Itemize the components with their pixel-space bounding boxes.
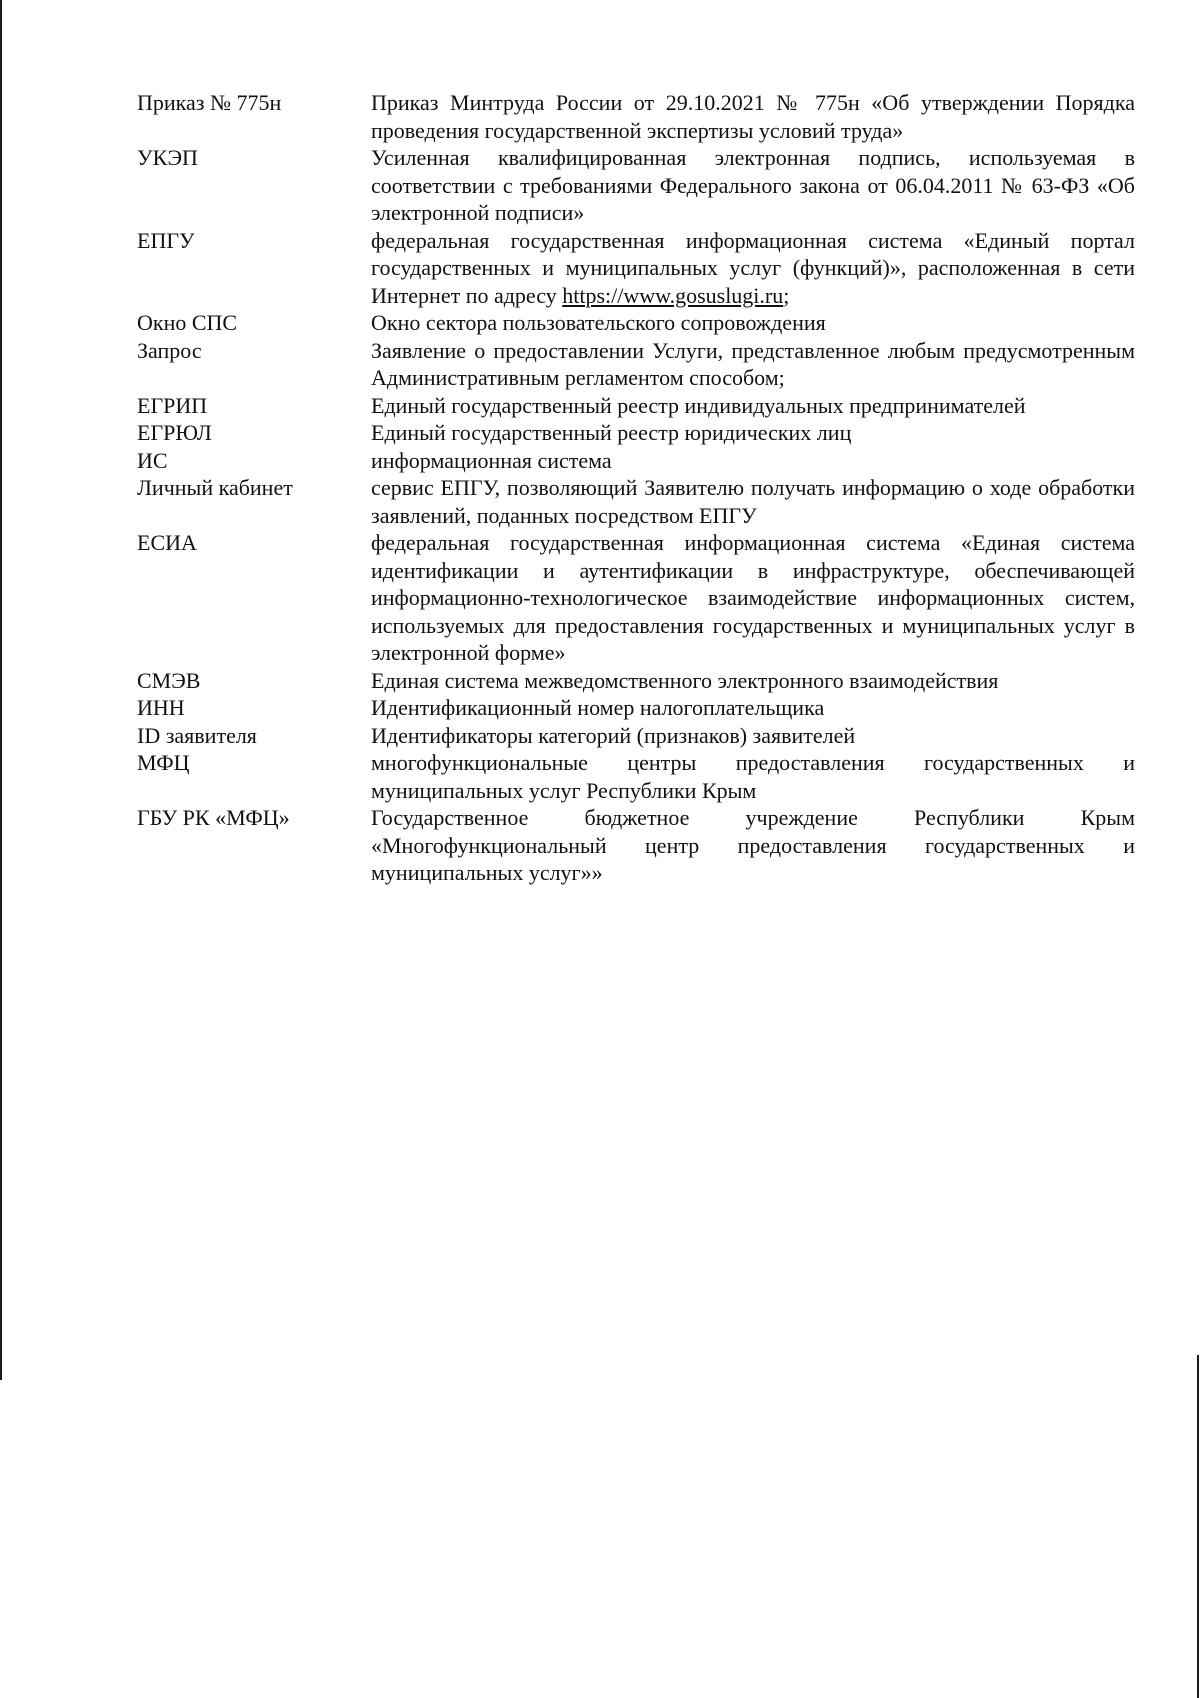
definition-term: ID заявителя: [137, 722, 257, 748]
definition-row: [137, 722, 1135, 750]
definition-row: [137, 529, 1135, 667]
definition-row: [137, 227, 1135, 310]
definition-text-suffix: ;: [783, 282, 790, 308]
scan-edge-left: [0, 0, 2, 1380]
definition-term: Личный кабинет: [137, 475, 293, 500]
definition-term: ЕГРЮЛ: [137, 420, 212, 445]
definition-text: многофункциональные центры предоставления государственных и муниципальных услуг Республики Крым: [371, 750, 1135, 803]
definition-text: Идентификационный номер налогоплательщика: [371, 695, 825, 720]
definition-text: Усиленная квалифицированная электронная подпись, используемая в соответствии с требованиями Федерального закона от 06.04.2011 № 63-ФЗ «Об электронной подписи»: [371, 145, 1135, 225]
definition-term: ИС: [137, 447, 168, 473]
definition-term: ИНН: [137, 695, 185, 720]
definition-row: [137, 392, 1135, 420]
definition-row: [137, 419, 1135, 447]
scan-edge-right: [1197, 1355, 1199, 1698]
definition-text: [371, 227, 1135, 310]
definition-term: ЕГРИП: [137, 392, 208, 418]
definition-text: Единый государственный реестр юридических лиц: [371, 420, 852, 445]
definition-row: [137, 694, 1135, 722]
definition-term: МФЦ: [137, 750, 190, 775]
definition-term: Окно СПС: [137, 310, 238, 335]
definition-row: [137, 667, 1135, 695]
definition-term: ЕПГУ: [137, 227, 195, 253]
definition-text-body: федеральная государственная информационная система «Единый портал государственных и муниципальных услуг (функций)», расположенная в сети Интернет по адресу: [371, 227, 1135, 308]
definition-row: [137, 804, 1135, 887]
definition-row: [137, 337, 1135, 392]
definition-text: Единая система межведомственного электронного взаимодействия: [371, 667, 999, 693]
definition-term: ГБУ РК «МФЦ»: [137, 805, 290, 830]
definition-row: [137, 749, 1135, 804]
definition-text: информационная система: [371, 447, 612, 473]
definition-term: Запрос: [137, 337, 202, 363]
gosuslugi-link[interactable]: https://www.gosuslugi.ru: [562, 282, 784, 308]
definition-text: Идентификаторы категорий (признаков) заявителей: [371, 722, 856, 748]
definition-text: Государственное бюджетное учреждение Республики Крым «Многофункциональный центр предоставления государственных и муниципальных услуг»»: [371, 805, 1135, 885]
definition-term: ЕСИА: [137, 530, 197, 555]
definition-row: [137, 309, 1135, 337]
definitions-list: [137, 89, 1135, 887]
definition-text: Окно сектора пользовательского сопровождения: [371, 310, 826, 335]
definition-row: [137, 89, 1135, 144]
definition-row: [137, 447, 1135, 475]
definition-term: Приказ № 775н: [137, 90, 282, 115]
definition-text: Заявление о предоставлении Услуги, представленное любым предусмотренным Административным регламентом способом;: [371, 337, 1135, 390]
definition-row: [137, 144, 1135, 227]
definition-term: СМЭВ: [137, 667, 201, 693]
definition-text: федеральная государственная информационная система «Единая система идентификации и аутентификации в инфраструктуре, обеспечивающей информационно-технологическое взаимодействие информационных систем, используемых для предоставления государственных и муниципальных услуг в электронной форме»: [371, 530, 1135, 665]
definition-row: [137, 474, 1135, 529]
definition-term: УКЭП: [137, 145, 198, 170]
definition-text: Единый государственный реестр индивидуальных предпринимателей: [371, 392, 1026, 418]
definition-text: сервис ЕПГУ, позволяющий Заявителю получать информацию о ходе обработки заявлений, поданных посредством ЕПГУ: [371, 475, 1135, 528]
definition-text: Приказ Минтруда России от 29.10.2021 № 775н «Об утверждении Порядка проведения государственной экспертизы условий труда»: [371, 90, 1135, 143]
